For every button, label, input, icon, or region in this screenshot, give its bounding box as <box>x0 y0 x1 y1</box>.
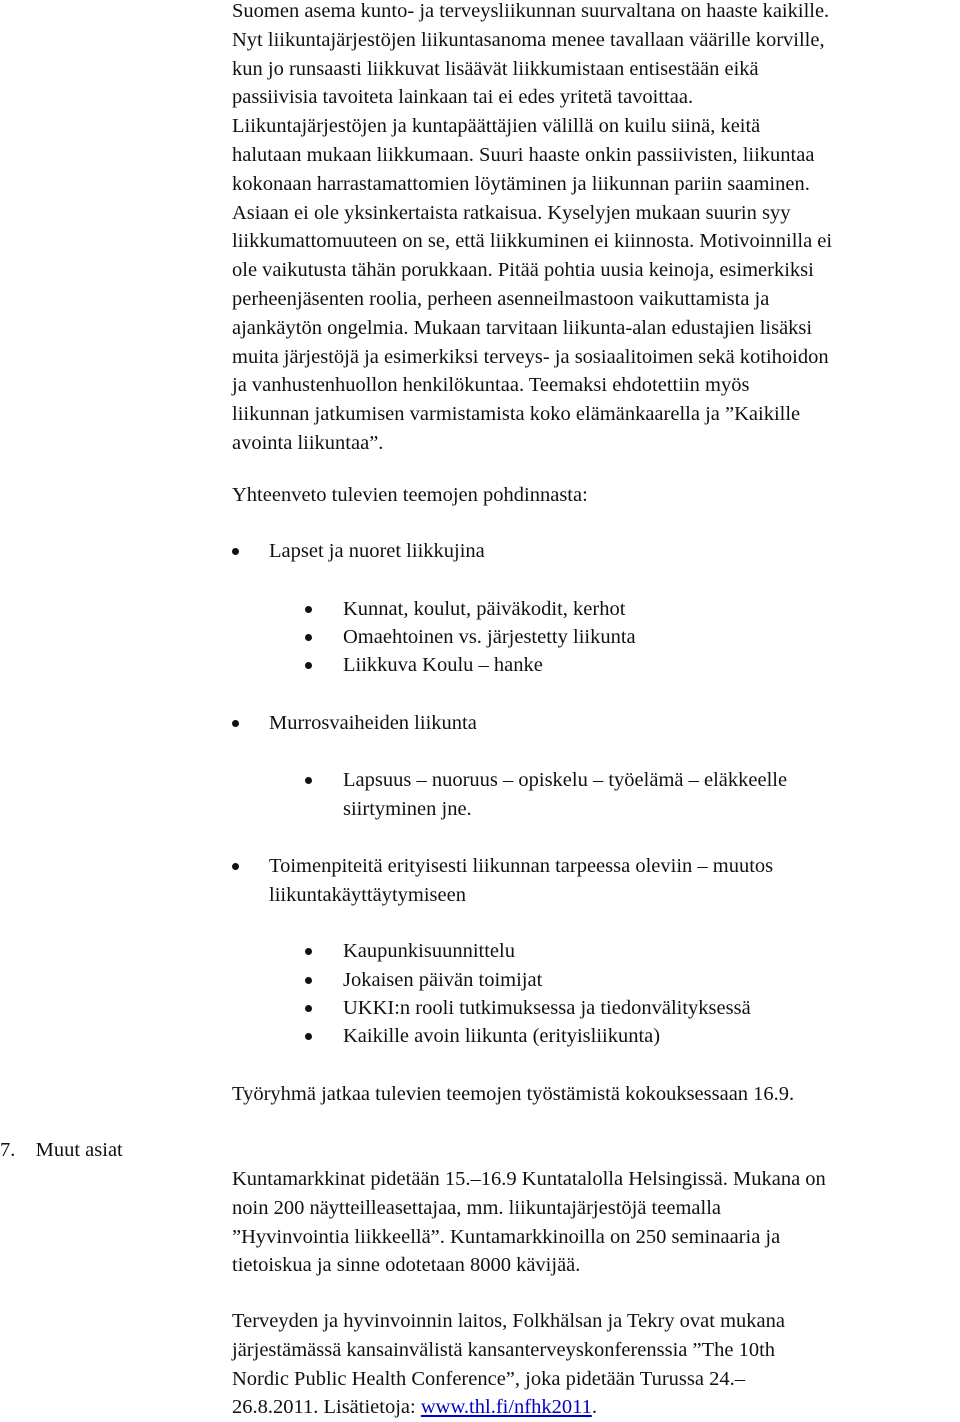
intro-line: Suomen asema kunto- ja terveysliikunnan suurvaltana on haaste kaikille. <box>232 0 830 22</box>
intro-line: kun jo runsaasti liikkuvat lisäävät liikkumistaan entisestään eikä <box>232 57 759 80</box>
intro-line: ole vaikutusta tähän porukkaan. Pitää pohtia uusia keinoja, esimerkiksi <box>232 259 814 282</box>
intro-paragraph <box>232 0 956 458</box>
paragraph-line: Nordic Public Health Conference”, joka pidetään Turussa 24.– <box>232 1367 745 1390</box>
paragraph-line: järjestämässä kansainvälistä kansanterveyskonferenssia ”The 10th <box>232 1338 776 1361</box>
bullet-icon <box>305 777 312 784</box>
paragraph-line: Kuntamarkkinat pidetään 15.–16.9 Kuntatalolla Helsingissä. Mukana on <box>232 1168 826 1190</box>
bullet-icon <box>305 662 312 669</box>
subitem-label-continued: siirtyminen jne. <box>343 798 472 820</box>
conference-link[interactable]: www.thl.fi/nfhk2011 <box>420 1396 592 1419</box>
paragraph-line: Terveyden ja hyvinvoinnin laitos, Folkhälsan ja Tekry ovat mukana <box>232 1310 785 1332</box>
intro-line: avointa liikuntaa”. <box>232 431 384 454</box>
section-number: 7. <box>0 1139 16 1161</box>
bullet-icon <box>305 634 312 641</box>
intro-line: kokonaan harrastamattomien löytäminen ja liikunnan pariin saaminen. <box>232 172 810 195</box>
section-title: Muut asiat <box>35 1139 123 1161</box>
paragraph-line-last <box>232 1393 956 1422</box>
bullet-icon <box>232 720 239 727</box>
theme-label: Toimenpiteitä erityisesti liikunnan tarpeessa oleviin – muutos <box>269 855 774 877</box>
paragraph-line: noin 200 näytteilleasettajaa, mm. liikuntajärjestöjä teemalla <box>232 1196 721 1219</box>
subitem-label: Jokaisen päivän toimijat <box>343 969 543 991</box>
bullet-icon <box>305 977 312 984</box>
section7-paragraph-2 <box>232 1307 956 1422</box>
paragraph-line: ”Hyvinvointia liikkeellä”. Kuntamarkkinoilla on 250 seminaaria ja <box>232 1225 781 1248</box>
working-group-note: Työryhmä jatkaa tulevien teemojen työstämistä kokouksessaan 16.9. <box>232 1083 795 1105</box>
intro-line: ja vanhustenhuollon henkilökuntaa. Teemaksi ehdotettiin myös <box>232 374 750 397</box>
theme-label: Murrosvaiheiden liikunta <box>269 712 477 734</box>
subitem-label: Liikkuva Koulu – hanke <box>343 654 543 676</box>
section-heading <box>0 1136 123 1165</box>
intro-line: Nyt liikuntajärjestöjen liikuntasanoma menee tavallaan väärille korville, <box>232 28 825 51</box>
intro-line: halutaan mukaan liikkumaan. Suuri haaste onkin passiivisten, liikuntaa <box>232 143 815 166</box>
bullet-icon <box>305 1005 312 1012</box>
bullet-icon <box>305 1033 312 1040</box>
intro-line: passiivisia tavoiteta lainkaan tai ei edes yritetä tavoittaa. <box>232 86 694 109</box>
bullet-icon <box>232 548 239 555</box>
subitem-label: Kaikille avoin liikunta (erityisliikunta) <box>343 1025 661 1047</box>
intro-line: Asiaan ei ole yksinkertaista ratkaisua. Kyselyjen mukaan suurin syy <box>232 201 791 224</box>
intro-line: muita järjestöjä ja esimerkiksi terveys- ja sosiaalitoimen sekä kotihoidon <box>232 345 829 368</box>
intro-line: ajankäytön ongelmia. Mukaan tarvitaan liikunta-alan edustajien lisäksi <box>232 316 813 339</box>
theme-label: Lapset ja nuoret liikkujina <box>269 540 485 562</box>
paragraph-text: . <box>591 1396 597 1419</box>
intro-line: Liikuntajärjestöjen ja kuntapäättäjien välillä on kuilu siinä, keitä <box>232 115 761 138</box>
bullet-icon <box>305 606 312 613</box>
subitem-label: Lapsuus – nuoruus – opiskelu – työelämä – eläkkeelle <box>343 769 788 791</box>
subitem-label: Kunnat, koulut, päiväkodit, kerhot <box>343 598 626 620</box>
subitem-label: UKKI:n rooli tutkimuksessa ja tiedonvälityksessä <box>343 997 751 1019</box>
intro-line: liikunnan jatkumisen varmistamista koko elämänkaarella ja ”Kaikille <box>232 403 801 426</box>
theme-label-continued: liikuntakäyttäytymiseen <box>269 884 466 906</box>
paragraph-line: tietoiskua ja sinne odotetaan 8000 kävijää. <box>232 1254 581 1277</box>
subitem-label: Omaehtoinen vs. järjestetty liikunta <box>343 626 636 648</box>
bullet-icon <box>232 863 239 870</box>
intro-line: liikkumattomuuteen on se, että liikkuminen ei kiinnosta. Motivoinnilla ei <box>232 230 833 253</box>
paragraph-text: 26.8.2011. Lisätietoja: <box>232 1396 421 1419</box>
bullet-icon <box>305 948 312 955</box>
section7-paragraph-1 <box>232 1165 956 1280</box>
intro-line: perheenjäsenten roolia, perheen asenneilmastoon vaikuttamista ja <box>232 287 770 310</box>
subitem-label: Kaupunkisuunnittelu <box>343 940 515 962</box>
summary-heading: Yhteenveto tulevien teemojen pohdinnasta: <box>232 484 588 506</box>
